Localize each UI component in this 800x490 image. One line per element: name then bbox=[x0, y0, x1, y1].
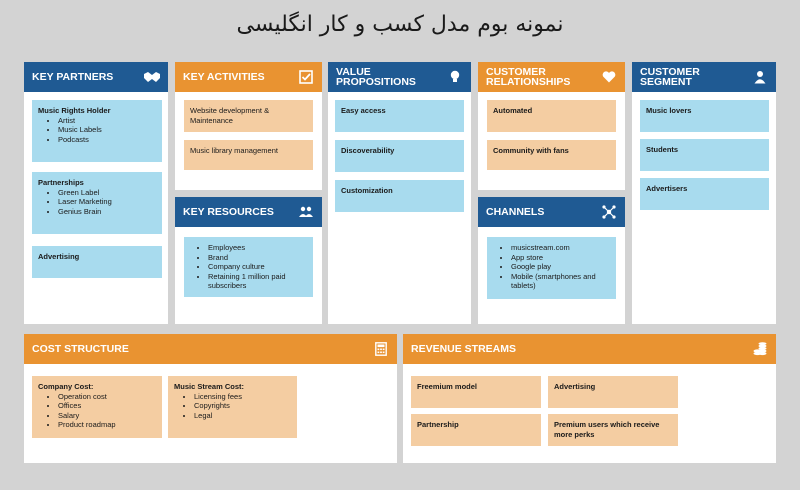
revenue-streams-card-4 bbox=[548, 414, 678, 446]
revenue-streams-card-3 bbox=[411, 414, 541, 446]
list-item: • Legal bbox=[194, 411, 291, 421]
value-propositions-card-2 bbox=[335, 140, 464, 172]
customer-relationships-title: CUSTOMER RELATIONSHIPS bbox=[486, 66, 571, 88]
key-partners-panel bbox=[24, 62, 168, 324]
heart-icon bbox=[601, 69, 617, 85]
people-icon bbox=[298, 204, 314, 220]
card-title: Premium users which receive more perks bbox=[554, 420, 660, 439]
list-item: • App store bbox=[511, 253, 610, 263]
channels-header bbox=[478, 197, 625, 227]
list-item: • Company culture bbox=[208, 262, 307, 272]
key-resources-header bbox=[175, 197, 322, 227]
list-item: • Salary bbox=[58, 411, 156, 421]
network-icon bbox=[601, 204, 617, 220]
list-item: • Employees bbox=[208, 243, 307, 253]
revenue-streams-panel bbox=[403, 334, 776, 463]
revenue-streams-header bbox=[403, 334, 776, 364]
card-title: Customization bbox=[341, 186, 393, 195]
list-item: • Google play bbox=[511, 262, 610, 272]
key-activities-title: KEY ACTIVITIES bbox=[183, 71, 265, 83]
customer-segment-header bbox=[632, 62, 776, 92]
customer-relationships-header bbox=[478, 62, 625, 92]
key-resources-title: KEY RESOURCES bbox=[183, 206, 274, 218]
list-item: • Brand bbox=[208, 253, 307, 263]
key-activities-card-2 bbox=[184, 140, 313, 170]
channels-card-1 bbox=[487, 237, 616, 299]
card-title: Freemium model bbox=[417, 382, 478, 391]
value-propositions-panel bbox=[328, 62, 471, 324]
value-propositions-title: VALUE PROPOSITIONS bbox=[336, 66, 416, 88]
revenue-streams-card-1 bbox=[411, 376, 541, 408]
card-title: Students bbox=[646, 145, 679, 154]
list-item: • Laser Marketing bbox=[58, 197, 156, 207]
canvas-title: نمونه بوم مدل کسب و کار انگلیسی bbox=[236, 12, 564, 37]
card-title: Partnerships bbox=[38, 178, 84, 187]
list-item: • Green Label bbox=[58, 188, 156, 198]
card-title: Easy access bbox=[341, 106, 386, 115]
card-title: Community with fans bbox=[493, 146, 569, 155]
calculator-icon bbox=[373, 341, 389, 357]
user-icon bbox=[752, 69, 768, 85]
card-title: Advertisers bbox=[646, 184, 688, 193]
list-item: • Mobile (smartphones and tablets) bbox=[511, 272, 610, 291]
coins-icon bbox=[752, 341, 768, 357]
card-title: Website development & Maintenance bbox=[190, 106, 270, 125]
key-partners-card-2 bbox=[32, 172, 162, 234]
list-item: • Operation cost bbox=[58, 392, 156, 402]
channels-title: CHANNELS bbox=[486, 206, 545, 218]
list-item: • Offices bbox=[58, 401, 156, 411]
customer-segment-panel bbox=[632, 62, 776, 324]
customer-relationships-card-1 bbox=[487, 100, 616, 132]
key-partners-title: KEY PARTNERS bbox=[32, 71, 114, 83]
list-item: • Product roadmap bbox=[58, 420, 156, 430]
list-item: • Music Labels bbox=[58, 125, 156, 135]
checkbox-icon bbox=[298, 69, 314, 85]
list-item: • Artist bbox=[58, 116, 156, 126]
cost-structure-card-1 bbox=[32, 376, 162, 438]
revenue-streams-card-2 bbox=[548, 376, 678, 408]
customer-relationships-panel bbox=[478, 62, 625, 190]
card-title: Music lovers bbox=[646, 106, 692, 115]
key-resources-panel bbox=[175, 197, 322, 324]
cost-structure-panel bbox=[24, 334, 397, 463]
card-title: Automated bbox=[493, 106, 533, 115]
list-item: • Retaining 1 million paid subscribers bbox=[208, 272, 307, 291]
list-item: • musicstream.com bbox=[511, 243, 610, 253]
customer-segment-card-3 bbox=[640, 178, 769, 210]
key-partners-header bbox=[24, 62, 168, 92]
cost-structure-header bbox=[24, 334, 397, 364]
cost-structure-card-2 bbox=[168, 376, 297, 438]
card-title: Discoverability bbox=[341, 146, 395, 155]
customer-segment-card-2 bbox=[640, 139, 769, 171]
value-propositions-card-1 bbox=[335, 100, 464, 132]
card-title: Music Rights Holder bbox=[38, 106, 111, 115]
list-item: • Copyrights bbox=[194, 401, 291, 411]
list-item: • Genius Brain bbox=[58, 207, 156, 217]
card-title: Company Cost: bbox=[38, 382, 94, 391]
key-partners-card-1 bbox=[32, 100, 162, 162]
key-activities-card-1 bbox=[184, 100, 313, 132]
key-activities-panel bbox=[175, 62, 322, 190]
revenue-streams-title: REVENUE STREAMS bbox=[411, 343, 517, 355]
value-propositions-header bbox=[328, 62, 471, 92]
customer-segment-card-1 bbox=[640, 100, 769, 132]
key-resources-card-1 bbox=[184, 237, 313, 297]
card-title: Advertising bbox=[38, 252, 80, 261]
key-activities-header bbox=[175, 62, 322, 92]
card-title: Advertising bbox=[554, 382, 596, 391]
customer-segment-title: CUSTOMER SEGMENT bbox=[640, 66, 700, 88]
list-item: • Podcasts bbox=[58, 135, 156, 145]
handshake-icon bbox=[144, 69, 160, 85]
customer-relationships-card-2 bbox=[487, 140, 616, 170]
card-title: Music Stream Cost: bbox=[174, 382, 245, 391]
lightbulb-icon bbox=[448, 69, 463, 85]
card-title: Music library management bbox=[190, 146, 278, 155]
key-partners-card-3 bbox=[32, 246, 162, 278]
card-title: Partnership bbox=[417, 420, 459, 429]
cost-structure-title: COST STRUCTURE bbox=[32, 343, 129, 355]
channels-panel bbox=[478, 197, 625, 324]
list-item: • Licensing fees bbox=[194, 392, 291, 402]
value-propositions-card-3 bbox=[335, 180, 464, 212]
